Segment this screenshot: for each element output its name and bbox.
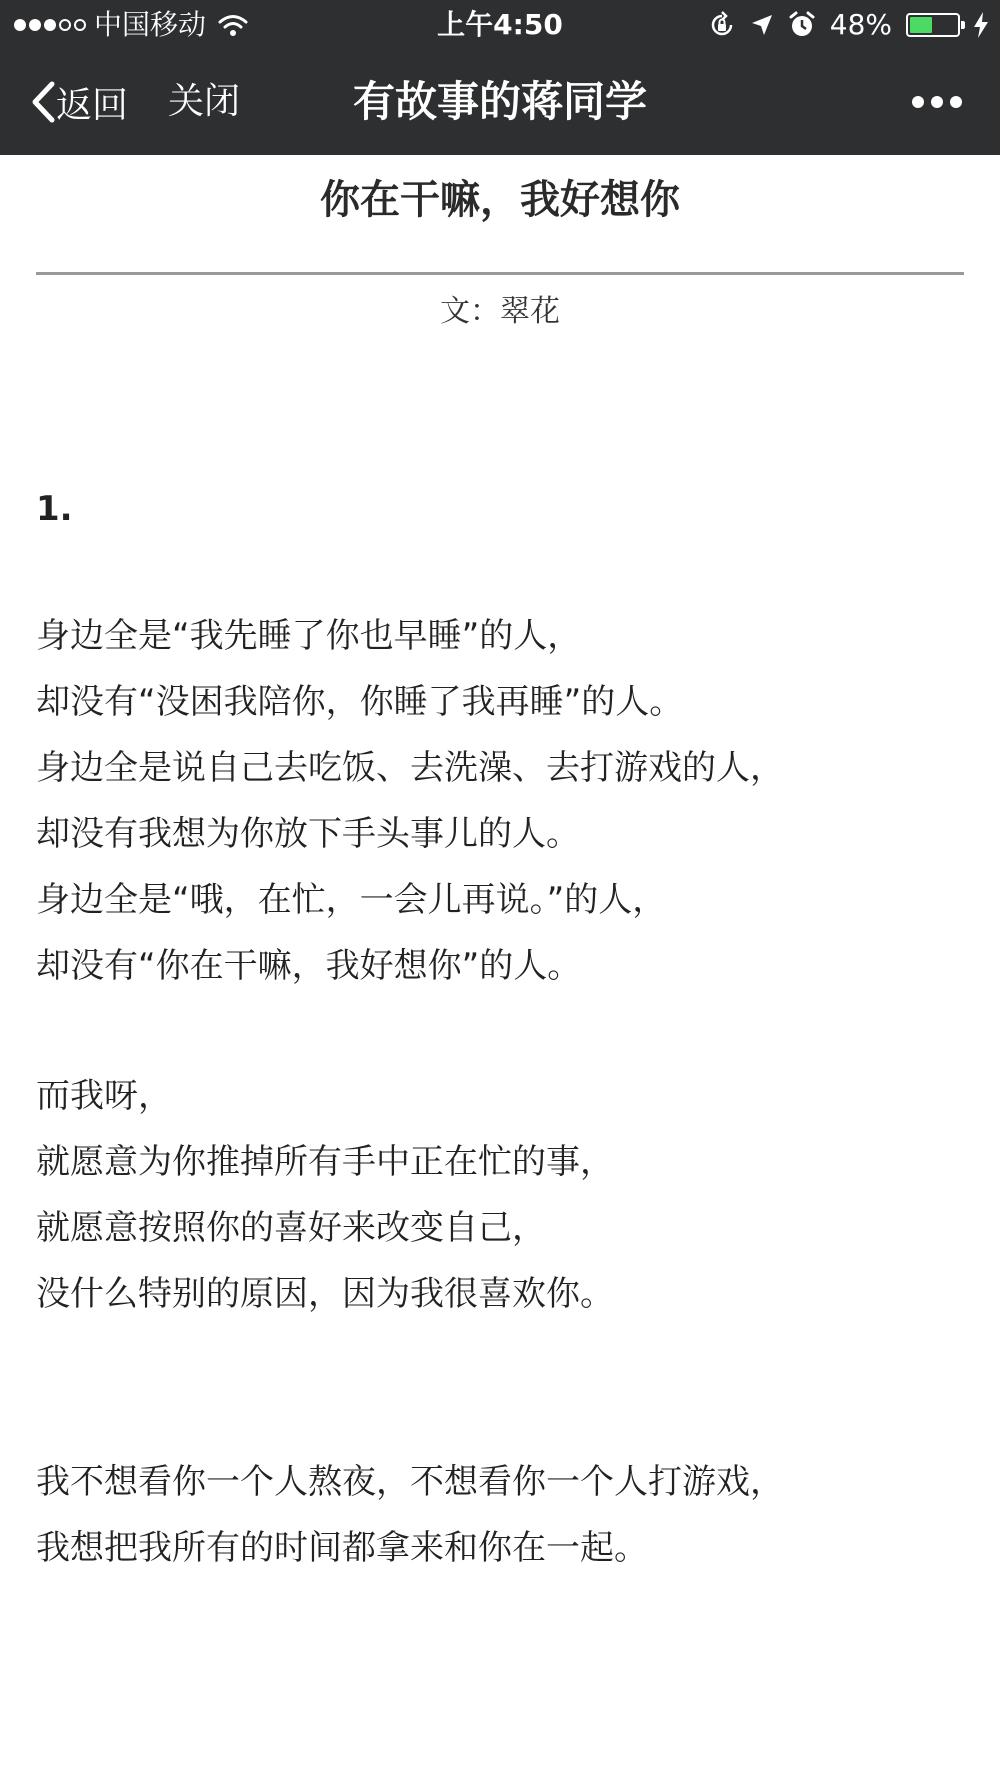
paragraph-line: 却没有“你在干嘛，我好想你”的人。 [36,946,582,986]
top-bar [0,0,1000,155]
battery-fill [910,17,932,33]
paragraph-line: 就愿意按照你的喜好来改变自己， [36,1208,546,1248]
paragraph-1 [36,603,976,999]
back-button[interactable] [30,72,128,132]
battery-percent: 48% [829,8,892,41]
paragraph-3 [36,1449,976,1581]
chevron-left-icon [30,80,56,124]
paragraph-line: 却没有“没困我陪你，你睡了我再睡”的人。 [36,682,684,722]
navigation-bar [0,50,1000,155]
paragraph-line: 就愿意为你推掉所有手中正在忙的事， [36,1142,614,1182]
status-right [708,0,988,50]
more-options-button[interactable] [912,72,962,132]
more-dot-icon [931,96,943,108]
orientation-lock-icon [708,11,736,39]
paragraph-line: 我不想看你一个人熬夜，不想看你一个人打游戏， [36,1462,784,1502]
close-button[interactable]: 关闭 [168,81,241,122]
location-arrow-icon [750,13,774,37]
page-title: 有故事的蒋同学 [352,77,647,126]
status-time: 上午4:50 [437,8,563,41]
paragraph-line: 而我呀， [36,1076,172,1116]
alarm-icon [788,11,816,39]
paragraph-line: 却没有我想为你放下手头事儿的人。 [36,814,580,854]
article-title: 你在干嘛，我好想你 [320,177,680,223]
paragraph-line: 我想把我所有的时间都拿来和你在一起。 [36,1528,648,1568]
paragraph-2 [36,1063,976,1327]
section-number: 1. [36,489,73,529]
back-label: 返回 [56,84,129,126]
charging-bolt-icon [974,12,988,38]
more-dot-icon [950,96,962,108]
title-divider [36,272,964,275]
carrier-name: 中国移动 [94,8,207,41]
article-byline: 文：翠花 [440,294,560,329]
paragraph-line: 身边全是“我先睡了你也早睡”的人， [36,616,582,656]
paragraph-line: 身边全是说自己去吃饭、去洗澡、去打游戏的人， [36,748,784,788]
battery-icon [906,13,960,37]
status-bar [0,0,1000,50]
more-dot-icon [912,96,924,108]
paragraph-line: 没什么特别的原因，因为我很喜欢你。 [36,1274,614,1314]
battery-nub [961,21,965,29]
paragraph-line: 身边全是“哦，在忙，一会儿再说。”的人， [36,880,667,920]
